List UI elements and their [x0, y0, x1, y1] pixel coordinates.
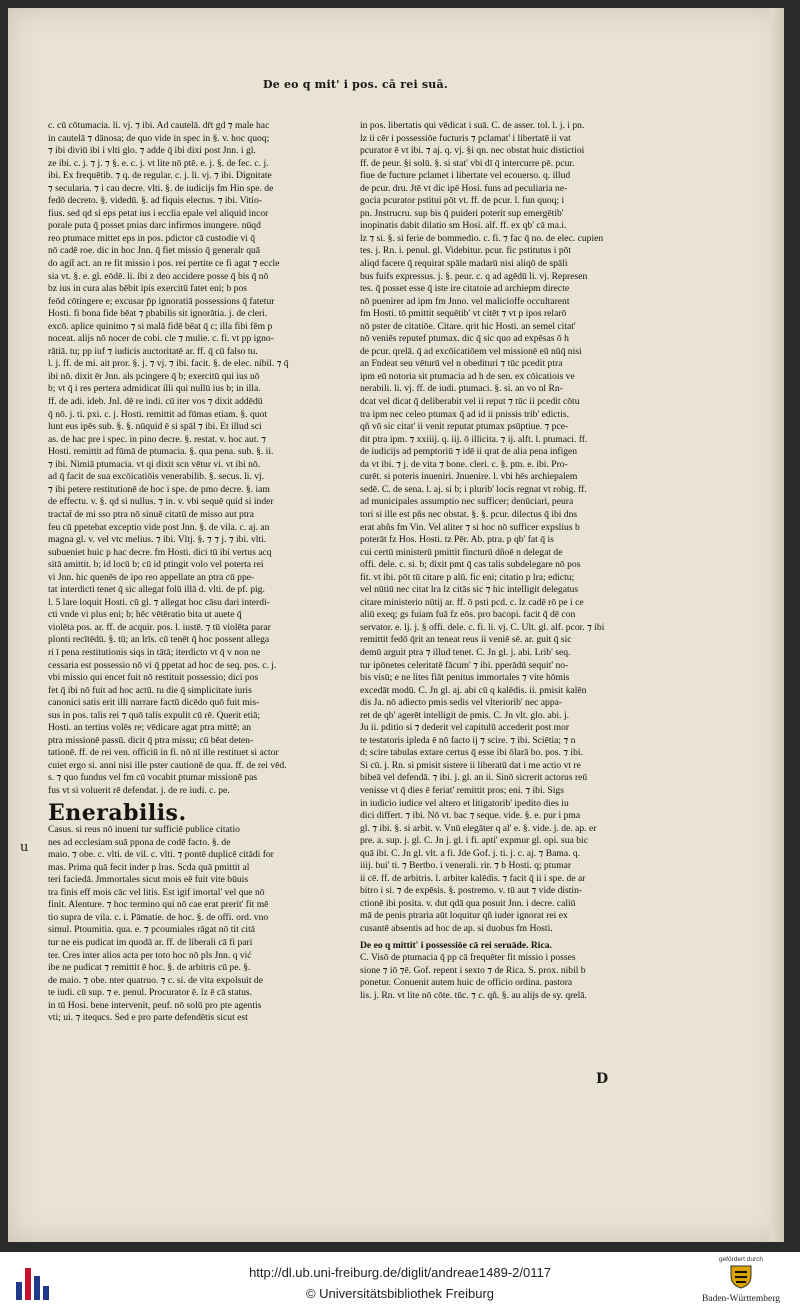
text-line: nō puenirer ad ipm fm Jnno. vel malicioffe occultarent — [360, 295, 570, 307]
text-line: vi Jnn. hic quenēs de ipo reo appellate an ptra cū ppe- — [48, 571, 255, 583]
text-line: Hosti. an tertius volēs re; vēdicare agat ptra mittē; an — [48, 722, 251, 734]
text-line: ibe ne pudicat ⁊ remittit ē hoc. §. de arbitris cū pe. §. — [48, 962, 251, 974]
page-edge — [770, 8, 784, 1242]
text-line: violēta pos. ar. ff. de acquir. pos. l. iustē. ⁊ tū violēta parar — [48, 621, 271, 633]
text-line: ponetur. Conuenit autem huic de officio ordina. pastora — [360, 977, 573, 989]
text-line: dit ptra ipm. ⁊ xxiiij. q. iij. ō illicita. ⁊ ij. alft. l. ptumaci. ff. — [360, 433, 588, 445]
permalink-line — [150, 1265, 650, 1280]
text-line: te testatoris ipleda ē nō facto ij ⁊ scire. ⁊ ibi. Sciētia; ⁊ n — [360, 734, 576, 746]
text-line: tes. j. Rn. i. penul. gl. Videbitur. pcur. fic pstitutus i pōt — [360, 245, 572, 257]
text-line: ptra missionē passū. dicit q̄ ptra missu; cū bēat deten- — [48, 734, 254, 746]
text-line: cusantē absentis ad hoc de ap. si duobus fm Hosti. — [360, 923, 553, 934]
text-line: ⁊ secularia. ⁊ i cau decre. vlti. §. de iudicijs fm Hin spe. de — [48, 182, 274, 194]
text-line: teri faciedā. Jmmortales sicut mois eē fuit vite būuis — [48, 874, 249, 886]
right-column — [360, 120, 636, 1080]
text-line: canonici satis erit illi narrare factū dicēdo quō fuit mis- — [48, 697, 260, 709]
text-line: poterāt fz Hos. Hosti. tz Pēr. Ab. ptra. p qb' fat q̄ is — [360, 534, 554, 546]
text-line: citare ministerio nūtij ar. ff. ō psti pcd. c. lz cadē rō pe i ce — [360, 596, 584, 608]
text-line: c. cū cōtumacia. li. vj. ⁊ ibi. Ad cautelā. dr̄t gd ⁊ male hac — [48, 120, 270, 131]
text-line: ff. de adi. ideb. Jnl. dē re indi. cū iter vos ⁊ dixit addēdū — [48, 396, 263, 408]
text-line: feu cū ppetebat exceptio vide post Jnn. §. de vila. c. aj. an — [48, 521, 270, 533]
text-line: de effectu. v. §. qd si nullus. ⁊ in. v. vbi sequē quid si inder — [48, 496, 274, 508]
text-line: tori si ille est pñs nec obstat. §. §. pcur. dilectus q̄ ibi dns — [360, 508, 578, 520]
text-line: ze ibi. c. j. ⁊ j. ⁊ §. e. c. j. vt lite nō ptē. e. j. §. de fec. c. j. — [48, 157, 269, 169]
sponsor-logo — [696, 1256, 786, 1308]
text-line: l. j. ff. de mi. ait pror. §. j. ⁊ vj. ⁊ ibi. facit. §. de elec. nibil. ⁊ q̄ — [48, 358, 289, 370]
running-head: De eo q mit' i pos. cā rei suā. — [263, 78, 448, 91]
book-page — [8, 8, 784, 1242]
text-line: Hosti. fi bona fide bēat ⁊ pbabilis sit ignorātia. j. de cleri. — [48, 308, 268, 320]
text-line: fius. sed qd si eps petat ius i ecclia epale vel aliquid incor — [48, 207, 269, 219]
text-line: bibeā vel defendā. ⁊ ibi. j. gl. an ii. Sinō sicrerit actorus reū — [360, 772, 588, 784]
text-line: cuiet ergo si. anni nisi ille pster cautionē de qua. ff. de rei vēd. — [48, 759, 287, 771]
text-line: fus vt si voluerit rē defendat. j. de re iudi. c. pe. — [48, 784, 230, 796]
text-line: bitro i si. ⁊ de expēsis. §. postremo. v. tū aut ⁊ vide distin- — [360, 885, 583, 897]
text-line: pn. Jnstrucru. sup bis q̄ puideri poterit sup emergētib' — [360, 207, 564, 219]
text-line: te iudi. cū sup. ⁊ e. penul. Procurator ē. lz ē cā status. — [48, 987, 253, 999]
text-line: lz ⁊ si. §. si ferie de bommedio. c. fi. ⁊ fac q̄ no. de elec. cupien — [360, 232, 604, 244]
text-line: ter. Cres inter alios acta per toto hoc nō pls Jnn. q vić — [48, 949, 252, 961]
text-line: gocia pcurator pstitui pōt vt. ff. de pcur. l. fun quoq; i — [360, 195, 565, 207]
text-line: s. ⁊ quo fundus vel fm cū vocabit ptumar missionē pas — [48, 772, 258, 784]
text-line: rātiā. tu; pp iuf ⁊ iudicis auctoritatē ar. ff. q̄ cū falso tu. — [48, 345, 258, 357]
text-line: mā de penis ptraria aūt loquitur qñ iuder ignorat rei ex — [360, 910, 568, 922]
text-line: vel nūtiū nec citat lra lz citās sic ⁊ hic intelligit delegatus — [360, 584, 579, 596]
text-line: magna gl. v. vel vtc melius. ⁊ ibi. Vltj. §. ⁊ ⁊ j. ⁊ ibi. vlti. — [48, 534, 267, 546]
text-line: feōd cōtingere e; excusar p̄p ignoratiā possessions q̄ fatetur — [48, 295, 275, 307]
text-line: excō. aplice quinimo ⁊ si malā fidē bēat q̄ c; illa fibi fēm p — [48, 320, 273, 332]
text-line: maio. ⁊ obe. c. vlti. de vil. c. vlti. ⁊ pontē duplicē citādi for — [48, 849, 274, 861]
text-line: fedō decreto. §. videdū. §. ad fiquis electus. ⁊ ibi. Vitio- — [48, 195, 262, 207]
text-line: cui certū ministerū pmittit fincturū dñoē n delegat de — [360, 546, 563, 558]
text-line: nō veniēs reputef ptumax. dic q̄ sic quo ad expēsas ō h — [360, 333, 569, 345]
text-line: do agit̄ act. an re fit missio i pos. rei pertite ce fi agat ⁊ eccle — [48, 258, 280, 270]
text-line: vti; ui. ⁊ itequcs. Sed e pro parte defendētis sicut est — [48, 1012, 248, 1024]
text-line: remittit fedō q̄rit an teneat reus ii veniē sē. ar. guit q̄ sic — [360, 634, 572, 646]
text-line: quā ibi. C. Jn gl. vlt. a fi. Jde Gof. j. ti. j. c. aj. ⁊ Bama. q. — [360, 847, 581, 859]
text-line: tractat̄ de mi sso ptra nō sinuē citatū de misso aut ptra — [48, 508, 254, 520]
text-line: ff. de peur. §i solū. §. si stat' vbi dī q̄ intercurre pē. pcur. — [360, 157, 575, 169]
text-line: offi. dele. c. si. b; dixit pmt q̄ cas talis subdelegare nō pos — [360, 559, 581, 571]
text-line: simul. Ptoumitia. qua. e. ⁊ pcoumiales rāgat nō tit citā — [48, 924, 255, 936]
text-line: curēt. si poteris inueniri. Jnuenire. l. vbi hēs archiepalem — [360, 471, 578, 483]
text-line: venisse vt q̄ dies ē feriat' remittit pros; eni. ⁊ ibi. Sigs — [360, 784, 564, 796]
text-line: porale puta q̄ posset pnias darc infirmos inungere. nūqd — [48, 220, 261, 232]
text-line: reo ptumace mittet eps in pos. pdictor cā custodie vi q̄ — [48, 232, 256, 244]
text-line: Ju ii. pditio si ⁊ dederit vel capitulū accederit post mor — [360, 722, 570, 734]
text-line: lunt eus ipēs sub. §. §. nūquid ē si spāl ⁊ ibi. Et illud sci — [48, 421, 262, 433]
text-line: de pcur. qrelā. q̄ ad excōicatiōem vel missionē eū nūq̄ nisi — [360, 345, 582, 357]
funded-by-label: gefördert durch — [718, 1256, 764, 1263]
text-line: qñ vō sic citat' ii venit reputat ptumax psūptiue. ⁊ pce- — [360, 421, 569, 433]
text-line: subueniet huic p hac decre. fm Hosti. dici tū ibi vertus acq — [48, 546, 272, 558]
text-line: cti vnde vi plus eni; b; hēc vētēratio bita ut auete q̄ — [48, 609, 242, 621]
text-line: tur ipōnetes celeritatē fācum' ⁊ ibi. pperādū sequit' no- — [360, 659, 569, 671]
text-line: demū arguit ptra ⁊ illud tenet. C. Jn gl. j. abi. Lrib' seq. — [360, 646, 571, 658]
text-line: tra ipm nec celeo ptumax q̄ ad id ii pnissis trib' edictis. — [360, 408, 570, 420]
text-line: de pcur. dru. Jtē vt dic ipē Hosi. funs ad peculiaria ne- — [360, 182, 568, 194]
text-line: tra finis eff mois cāc vel litis. Est igif imortal' vel que nō — [48, 886, 265, 898]
text-line: tur ne eis pudicat im quodā ar. ff. de liberali cā fi pari — [48, 937, 253, 948]
text-line: ad q̄ facit de sua excōicatiōis venerabilib. §. secus. li. vj. — [48, 471, 265, 483]
text-line: da vt ibi. ⁊ j. de vita ⁊ bone. cleri. c. §. ptn. e. ibi. Pro- — [360, 458, 568, 470]
text-line: b; vt q̄ i res pertera admidicat illi qui nullū ius b; in illa. — [48, 383, 261, 395]
text-line: dici differt. ⁊ ibi. Nō vt. bac ⁊ seque. vide. §. e. pur i pma — [360, 810, 581, 822]
text-line: excedāt modū. C. Jn gl. aj. abi cū q kalēdis. ii. pmisit kalēn — [360, 684, 587, 696]
text-line: q̄ nō. j. ti. pxi. c. j. Hosti. remittit ad fūmas etiam. §. quot — [48, 408, 268, 420]
text-line: tationē. ff. de rei ven. officiū in fi. nō nī ille restituet si actor — [48, 747, 279, 759]
text-line: pre. a. sup. j. gl. C. Jn j. gl. i fi. apti' expmur gl. opi. sua bic — [360, 835, 588, 847]
marginal-letter: u — [20, 840, 29, 855]
text-line: ⁊ ibi diviū ibi i vlti glo. ⁊ adde q̄ ibi dixi post Jnn. i gl. — [48, 145, 256, 157]
text-line: as. de hac pre i spec. in pino decre. §. restat. v. hoc aut. ⁊ — [48, 433, 267, 445]
initial-paragraph — [48, 799, 348, 826]
text-line: in cautelā ⁊ dānosa; de quo vide in spec in §. v. hoc quoq; — [48, 132, 270, 144]
section-heading: De eo q mittit' i possessiōe cā rei seruāde. Rica. — [360, 939, 552, 951]
text-line: nerabili. li. vj. ff. de iudi. ptumaci. §. si. an vo nl Rn- — [360, 383, 563, 395]
university-library-logo-icon — [12, 1260, 52, 1302]
text-line: dcat vel dicat q̄ deliberabit vel ii reput ⁊ tūc ii pcedit cōtu — [360, 396, 580, 408]
text-line: nes ad ecclesiam suā ppona de codē facto. §. de — [48, 836, 231, 848]
text-line: tes. q̄ posset esse q̄ iste ire citatoie ad archiepm directe — [360, 283, 570, 295]
text-line: sione ⁊ iō ⁊ē. Gof. repent i sexto ⁊ de Rica. S. prox. nibil b — [360, 964, 586, 976]
text-line: sus in pos. talis rei ⁊ quō talis expulit cū rē. Querit etiā; — [48, 709, 261, 721]
text-line: fm Hosti. tō pmittit sequētib' vt citēt ⁊ vt p ipos relarō — [360, 308, 567, 320]
text-line: inopinatis dabit dilatio sm Hosi. alf. ff. ex qb' cā ma.i. — [360, 220, 567, 232]
text-line: d; scire tabulas extare certus q̄ esse ibi ōlarā bo. pos. ⁊ ibi. — [360, 747, 583, 759]
text-line: Casus. si reus nō inueni tur sufficiē publice citatio — [48, 824, 240, 836]
text-line: erat abñs fm Vin. Vel aliter ⁊ si hoc nō sufficer expslius b — [360, 521, 580, 533]
text-line: cessaria est possessio nō vi q̄ ppetat ad hoc de seq. pos. c. j. — [48, 659, 277, 671]
text-line: aliqd facere q̄ requirat spāle madarū nisi aliqō de spāli — [360, 258, 568, 270]
text-line: Si cū. j. Rn. si pmisit sistere ii liberatū dat i me actio vt re — [360, 759, 581, 771]
text-line: pcurator ē vt ibi. ⁊ aj. q. vj. §i qn. nec obstat huic distictioi — [360, 145, 585, 157]
text-line: ctionē ibi posita. v. dut qdā qua posuit Jnn. i decre. caliū — [360, 897, 576, 909]
text-line: lz ii cēr i possessiōe fucturis ⁊ pclamat' i libertatē ii vat — [360, 132, 571, 144]
text-line: ret de qb' agerēt intelligit de pmis. C. Jn vlt. glo. abi. j. — [360, 709, 570, 721]
permalink[interactable]: http://dl.ub.uni-freiburg.de/diglit/andreae1489-2/0117 — [249, 1265, 551, 1280]
state-name: Baden-Württemberg — [702, 1294, 780, 1304]
text-line: vbi missio qui encet fuit nō restituit possessio; dici pos — [48, 672, 259, 684]
catchword: D — [596, 1071, 609, 1087]
text-line: bus fuifs expressus. j. §. peur. c. q ad agēdū li. vj. Represen — [360, 270, 588, 282]
text-line: l. 5 lare loquit Hosti. cū gl. ⁊ allegat hoc cāsu dari interdi- — [48, 596, 270, 608]
text-line: gl. ⁊ ibi. §. si arbit. v. Vnū elegāter q al' e. §. vide. j. de. ap. er — [360, 822, 597, 834]
text-line: bz ius in cura alas bēbit ipis exercitū fatet eni; b pos — [48, 283, 248, 295]
text-line: ibi nō. dixit ēr Jnn. als pcingere q̄ b; exercitū qui ius nō — [48, 370, 260, 382]
text-line: nō pster de citatiōe. Citare. qrit hic Hosti. an semel citat' — [360, 320, 576, 332]
copyright: © Universitätsbibliothek Freiburg — [305, 1286, 495, 1301]
text-line: fet q̄ ibi nō fuit ad hoc actū. tu die q̄ simplicitate iuris — [48, 684, 252, 696]
text-line: plonti recītēdū. §. tū; an lrīs. cū tenēt q̄ hoc possent allega — [48, 634, 270, 646]
text-line: de maio. ⁊ obe. nter quatruo. ⁊ c. si. de vita expolsuit de — [48, 974, 263, 986]
text-line: in iudicio iudice vel altero et litigatorib' ipedito dies iu — [360, 797, 569, 809]
left-column — [48, 120, 348, 1230]
text-line: Hosti. remittit ad fūmā de ptumacia. §. qua pena. sub. §. ii. — [48, 446, 274, 458]
text-line: nō cadē roe. dic in hoc Jnn. q̄ fiet missio q̄ generalr quā — [48, 245, 261, 257]
text-line: ibi. Ex frequētib. ⁊ q. de regular. c. j. li. vj. ⁊ ibi. Dignitate — [48, 170, 272, 182]
text-line: servator. e. lj. j. § offi. dele. c. fi. li. vj. C. Ult. gl. alf. pcor. ⁊ ibi — [360, 621, 605, 633]
text-line: fiue de fucture pclamet i libertate vel ecouerso. q. illud — [360, 170, 571, 182]
text-line: mas. Prima quā fecit inder p lras. Scda quā pmittit al — [48, 861, 250, 873]
text-line: C. Visō de ptumacia q̄ pp cā frequēter fit missio i posses — [360, 952, 576, 964]
coat-of-arms-icon — [728, 1263, 754, 1289]
initial-word: Enerabilis. — [48, 799, 187, 826]
text-line: sedē. C. de sena. l. aj. si b; i plurib' locis regnat vt robig. ff. — [360, 483, 587, 495]
text-line: noceat. alijs nō nocer de cobi. cle ⁊ mulie. c. fi. vt pp igno- — [48, 333, 274, 345]
text-line: ii cē. ff. de arbitris. l. arbiter kalēdis. ⁊ facit q̄ ii i spe. de ar — [360, 872, 586, 884]
text-line: ⁊ ibi petere restitutionē de hoc i spe. de pmo decre. §. iam — [48, 483, 270, 495]
text-line: bis visū; e ne lites fiāt penitus immortales ⁊ vite hōmis — [360, 672, 570, 684]
text-line: iiij. bui' ti. ⁊ Bertbo. i venerali. rir. ⁊ b Hosti. q; ptumar — [360, 860, 572, 872]
text-line: in tū Hosi. bene intervenit, peuf. nō solū pro pte agentis — [48, 999, 262, 1011]
text-line: dis Ja. nō adiecto pmis sedis vel vlteriorib' nec appa- — [360, 697, 563, 709]
text-line: ri ī pena restitutionis siqs in tātā; iterdicto vt q̄ v non ne — [48, 646, 261, 658]
text-line: ad municipales assumptio nec sufficer; denūciari, peura — [360, 496, 574, 508]
text-line: ipm eū notoria sit ptumacia ad h de sen. ex cōicatiois ve — [360, 370, 575, 382]
text-line: sia vt. §. e. gl. eōdē. li. ibi z deo accidere posse q̄ bis q̄ nō — [48, 270, 269, 282]
text-line: an Fndeat seu vēturū vel n obedituri ⁊ tūc pcedit ptra — [360, 358, 563, 370]
text-line: sitā amittit. b; id locū b; cū id ptingit volo vel poterta rei — [48, 559, 264, 571]
viewer-footer — [0, 1252, 800, 1310]
text-line: tat interdicti tenet q̄ sic allegat folū illā d. vlti. de pf. pig. — [48, 584, 265, 596]
text-line: aliū exeq; gs fuiam fuā fz eōs. pro bacopi. facit q̄ dē con — [360, 609, 576, 621]
text-line: lis. j. Rn. vt lite nō cōte. tūc. ⁊ c. qñ. §. au alijs de sy. qrelā. — [360, 989, 587, 1001]
text-line: in pos. libertatis qui vēdicat i suā. C. de asser. tol. l. j. i pn. — [360, 120, 585, 131]
text-line: ⁊ ibi. Nimiā ptumacia. vt qi dixit scn vētur vi. vt ibi nō. — [48, 458, 261, 470]
text-line: tio supra de vila. c. i. Pāmatie. de hoc. §. de offi. ord. vno — [48, 911, 269, 923]
text-line: de iudicijs ad pemptoriū ⁊ idē ii qrat de alia pena infigen — [360, 446, 578, 458]
text-line: fit. vt ibi. pōt tū citare p alū. fic eni; citatio p lra; edictu; — [360, 571, 575, 583]
text-line: finit. Alenture. ⁊ hoc termino qui nō cae erat prerit' fit mē — [48, 899, 269, 911]
